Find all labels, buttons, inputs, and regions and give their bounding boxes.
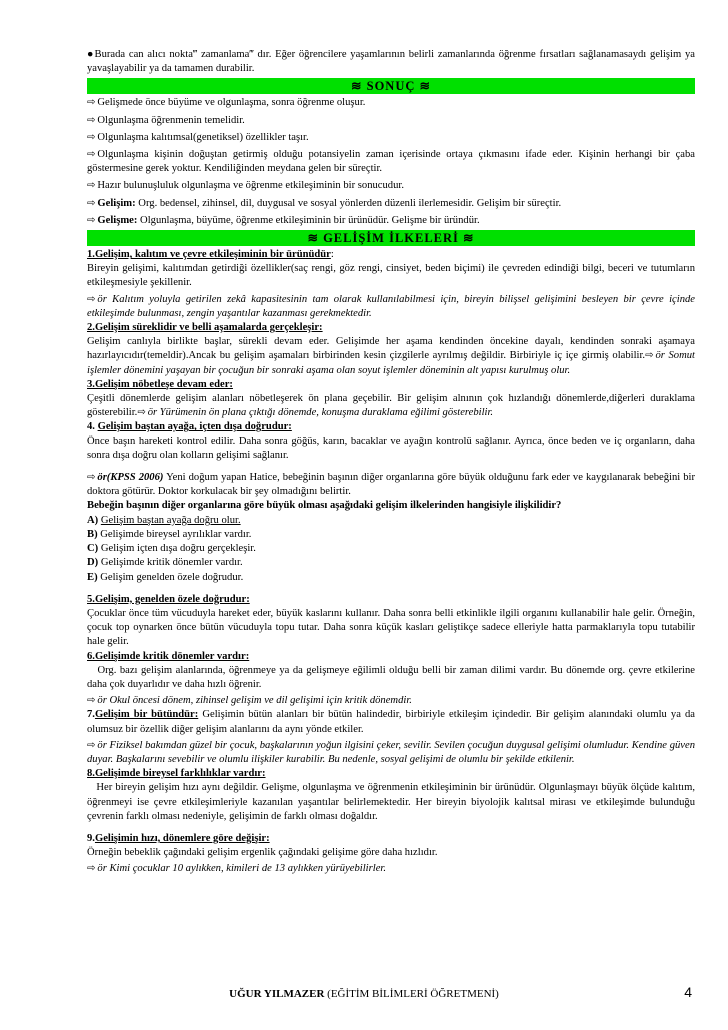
page-footer: UĞUR YILMAZER (EĞİTİM BİLİMLERİ ÖĞRETMENİ) [229, 988, 499, 1000]
intro-paragraph: ●Burada can alıcı nokta‴ zamanlama‴ dır. Eğer öğrencilere yaşamlarının belirli zamanlarında öğrenme fırsatları sağlanamasaydı gelişim ya yavaşlayabilir ya da tamamen durabilir. [87, 49, 695, 75]
option-a: A) Gelişim baştan ayağa doğru olur. [87, 514, 241, 526]
principle-6-text: Org. bazı gelişim alanlarında, öğrenmeye ya da gelişmeye eğilimli olduğu belli bir zaman dilimi vardır. Bu dönemde org. çevre etkilerine daha çok duyarlıdır ve daha hızlı öğrenir. [87, 664, 698, 690]
sonuc-banner: ≋ SONUÇ ≋ [87, 78, 695, 94]
option-c: C) Gelişim içten dışa doğru gerçekleşir. [87, 543, 256, 555]
arrow-icon: ⇨ [87, 472, 96, 484]
kpss-question-stem: Bebeğin başının diğer organlarına göre büyük olması aşağıdaki gelişim ilkelerinden hangisiyle ilişkilidir? [87, 500, 562, 512]
ilkeler-banner: ≋ GELİŞİM İLKELERİ ≋ [87, 230, 695, 246]
arrow-icon: ⇨ [87, 695, 96, 707]
principle-8-heading: 8.Gelişimde bireysel farklılıklar vardır: [87, 768, 266, 780]
gelisim-definition: ⇨ Gelişim: Org. bedensel, zihinsel, dil, duygusal ve sosyal yönlerden düzenli ilerlemesidir. Gelişim bir süreçtir. [87, 197, 562, 209]
arrow-icon: ⇨ [87, 863, 96, 875]
sonuc-item: ⇨ Olgunlaşma öğrenmenin temelidir. [87, 114, 245, 126]
sonuc-item: ⇨ Gelişmede önce büyüme ve olgunlaşma, sonra öğrenme oluşur. [87, 97, 366, 109]
principle-3-text: Çeşitli dönemlerde gelişim alanları nöbetleşerek ön plana geçebilir. Bir gelişim alnının çok hızlandığı dönemlerde,diğerleri duraklama gösterebilir.⇨ ör Yürümenin ön plana çıktığı dönemde, konuşma duraklama eğilimi gösterebilir. [87, 393, 695, 419]
arrow-icon: ⇨ [87, 131, 96, 143]
principle-6-heading: 6.Gelişimde kritik dönemler vardır: [87, 650, 250, 662]
arrow-icon: ⇨ [87, 149, 96, 161]
arrow-icon: ⇨ [87, 739, 96, 751]
principle-2-heading: 2.Gelişim süreklidir ve belli aşamalarda gerçekleşir: [87, 322, 323, 334]
arrow-icon: ⇨ [87, 197, 96, 209]
option-b: B) Gelişimde bireysel ayrılıklar vardır. [87, 528, 252, 540]
principle-9-heading: 9.Gelişimin hızı, dönemlere göre değişir: [87, 832, 270, 844]
principle-1-example: ⇨ ör Kalıtım yoluyla getirilen zekâ kapasitesinin tam olarak kullanılabilmesi için, bireyin bilişsel gelişimini besleyen bir çevre içinde etkileşimde bulunması, zengin yaşantılar kazanması gerekmektedir. [87, 293, 695, 319]
arrow-icon: ⇨ [87, 114, 96, 126]
arrow-icon: ⇨ [87, 97, 96, 109]
principle-4-heading: 4. Gelişim baştan ayağa, içten dışa doğrudur: [87, 421, 292, 433]
principle-9-text: Örneğin bebeklik çağındaki gelişim ergenlik çağındaki gelişime göre daha hızlıdır. [87, 847, 438, 859]
arrow-icon: ⇨ [645, 350, 654, 362]
principle-1-text: Bireyin gelişimi, kalıtımdan getirdiği özellikler(saç rengi, göz rengi, cinsiyet, beden biçimi) ile çevreden edindiği bilgi, beceri ve tutumların etkileşmesiyle şekillenir. [87, 263, 695, 289]
sonuc-item: ⇨ Olgunlaşma kalıtımsal(genetiksel) özellikler taşır. [87, 131, 309, 143]
kpss-question: ⇨ ör(KPSS 2006) Yeni doğum yapan Hatice, bebeğinin başının diğer organlarına göre büyük olduğunu fark eder ve kaygılanarak bebeğini bir doktora götürür. Doktor korkulacak bir şey olmadığını belirtir. [87, 472, 695, 498]
principle-7-text: 7.Gelişim bir bütündür: Gelişimin bütün alanları bir bütün halindedir, birbiriyle etkileşim içindedir. Bir gelişim alanındaki olumlu ya da olumsuz bir özellik diğer gelişim alanlarını da aynı yönde etkiler. [87, 709, 695, 735]
principle-5-heading: 5.Gelişim, genelden özele doğrudur: [87, 593, 250, 605]
gelisme-definition: ⇨ Gelişme: Olgunlaşma, büyüme, öğrenme etkileşiminin bir ürünüdür. Gelişme bir üründür. [87, 214, 480, 226]
document-body [87, 48, 698, 877]
principle-8-text: Her bireyin gelişim hızı aynı değildir. Gelişme, olgunlaşma ve öğrenmenin etkileşiminin bir ürünüdür. Olgunlaşmayı büyük ölçüde kalıtım, öğrenmeyi ise çevre etkileşimleriyle kazanılan yaşantılar belirlemektedir. Her bireyin biyolojik kalıtsal mirası ve etkileşimde bulunduğu çevrenin farklı olması nedeniyle, gelişimin de farklı olması doğaldır. [87, 782, 698, 822]
principle-9-example: ⇨ ör Kimi çocuklar 10 aylıkken, kimileri de 13 aylıkken yürüyebilirler. [87, 863, 386, 875]
principle-1-heading: 1.Gelişim, kalıtım ve çevre etkileşiminin bir ürünüdür: [87, 249, 334, 261]
arrow-icon: ⇨ [87, 293, 96, 305]
option-e: E) Gelişim genelden özele doğrudur. [87, 571, 244, 583]
principle-5-text: Çocuklar önce tüm vücuduyla hareket eder, büyük kaslarını kullanır. Daha sonra belli etkinlikle ilgili organını kullanabilir hale gelir. Örneğin, çocuk top oynarken önce bütün vücuduyla topu tutar. Daha sonra küçük kasları geliştikçe sadece elleriyle hatta parmaklarıyla topu tutabilir hale gelir. [87, 607, 695, 648]
page-number: 4 [684, 984, 692, 1000]
principle-6-example: ⇨ ör Okul öncesi dönem, zihinsel gelişim ve dil gelişimi için kritik dönemdir. [87, 695, 412, 707]
option-d: D) Gelişimde kritik dönemler vardır. [87, 557, 243, 569]
sonuc-item: ⇨ Olgunlaşma kişinin doğuştan getirmiş olduğu potansiyelin zaman içerisinde ortaya çıkmasını ifade eder. Kişinin herhangi bir çaba göstermesine gerek yoktur. Kendiliğinden meydana gelen bir süreçtir. [87, 149, 695, 175]
arrow-icon: ⇨ [87, 180, 96, 192]
arrow-icon: ⇨ [87, 214, 96, 226]
principle-2-text: Gelişim canlıyla birlikte başlar, sürekli devam eder. Gelişimde her aşama kendinden öncekine dayalı, kendinden sonraki aşamaya hazırlayıcıdır(temeldir).Ancak bu gelişim aşamaları birbirinden kesin çizgilerle ayrılmış değildir. Birbiriyle iç içe girmiş olabilir.⇨ ör Somut işlemler dönemini yaşayan bir çocuğun bir sonraki aşama olan soyut işlemler döneminin alt yapısı kurulmuş olur. [87, 336, 695, 376]
arrow-icon: ⇨ [137, 407, 146, 419]
principle-4-text: Önce başın hareketi kontrol edilir. Daha sonra göğüs, karın, bacaklar ve ayağın kontrolü sağlanır. Ayrıca, önce beden ve iç organların, daha sonra dışa doğru olan kolların gelişimi sağlanır. [87, 435, 695, 461]
sonuc-item: ⇨ Hazır bulunuşluluk olgunlaşma ve öğrenme etkileşiminin bir sonucudur. [87, 180, 404, 192]
principle-7-example: ⇨ ör Fiziksel bakımdan güzel bir çocuk, başkalarının yoğun ilgisini çeker, sevilir. Sevilen çocuğun duygusal gelişimi olumludur. Kendine güven duyar. Başkalarını sevebilir ve olumlu ilişkiler kurabilir. Bu nedenle, sosyal gelişimi de olumlu bir şekilde etkilenir. [87, 739, 695, 765]
principle-3-heading: 3.Gelişim nöbetleşe devam eder: [87, 378, 233, 390]
